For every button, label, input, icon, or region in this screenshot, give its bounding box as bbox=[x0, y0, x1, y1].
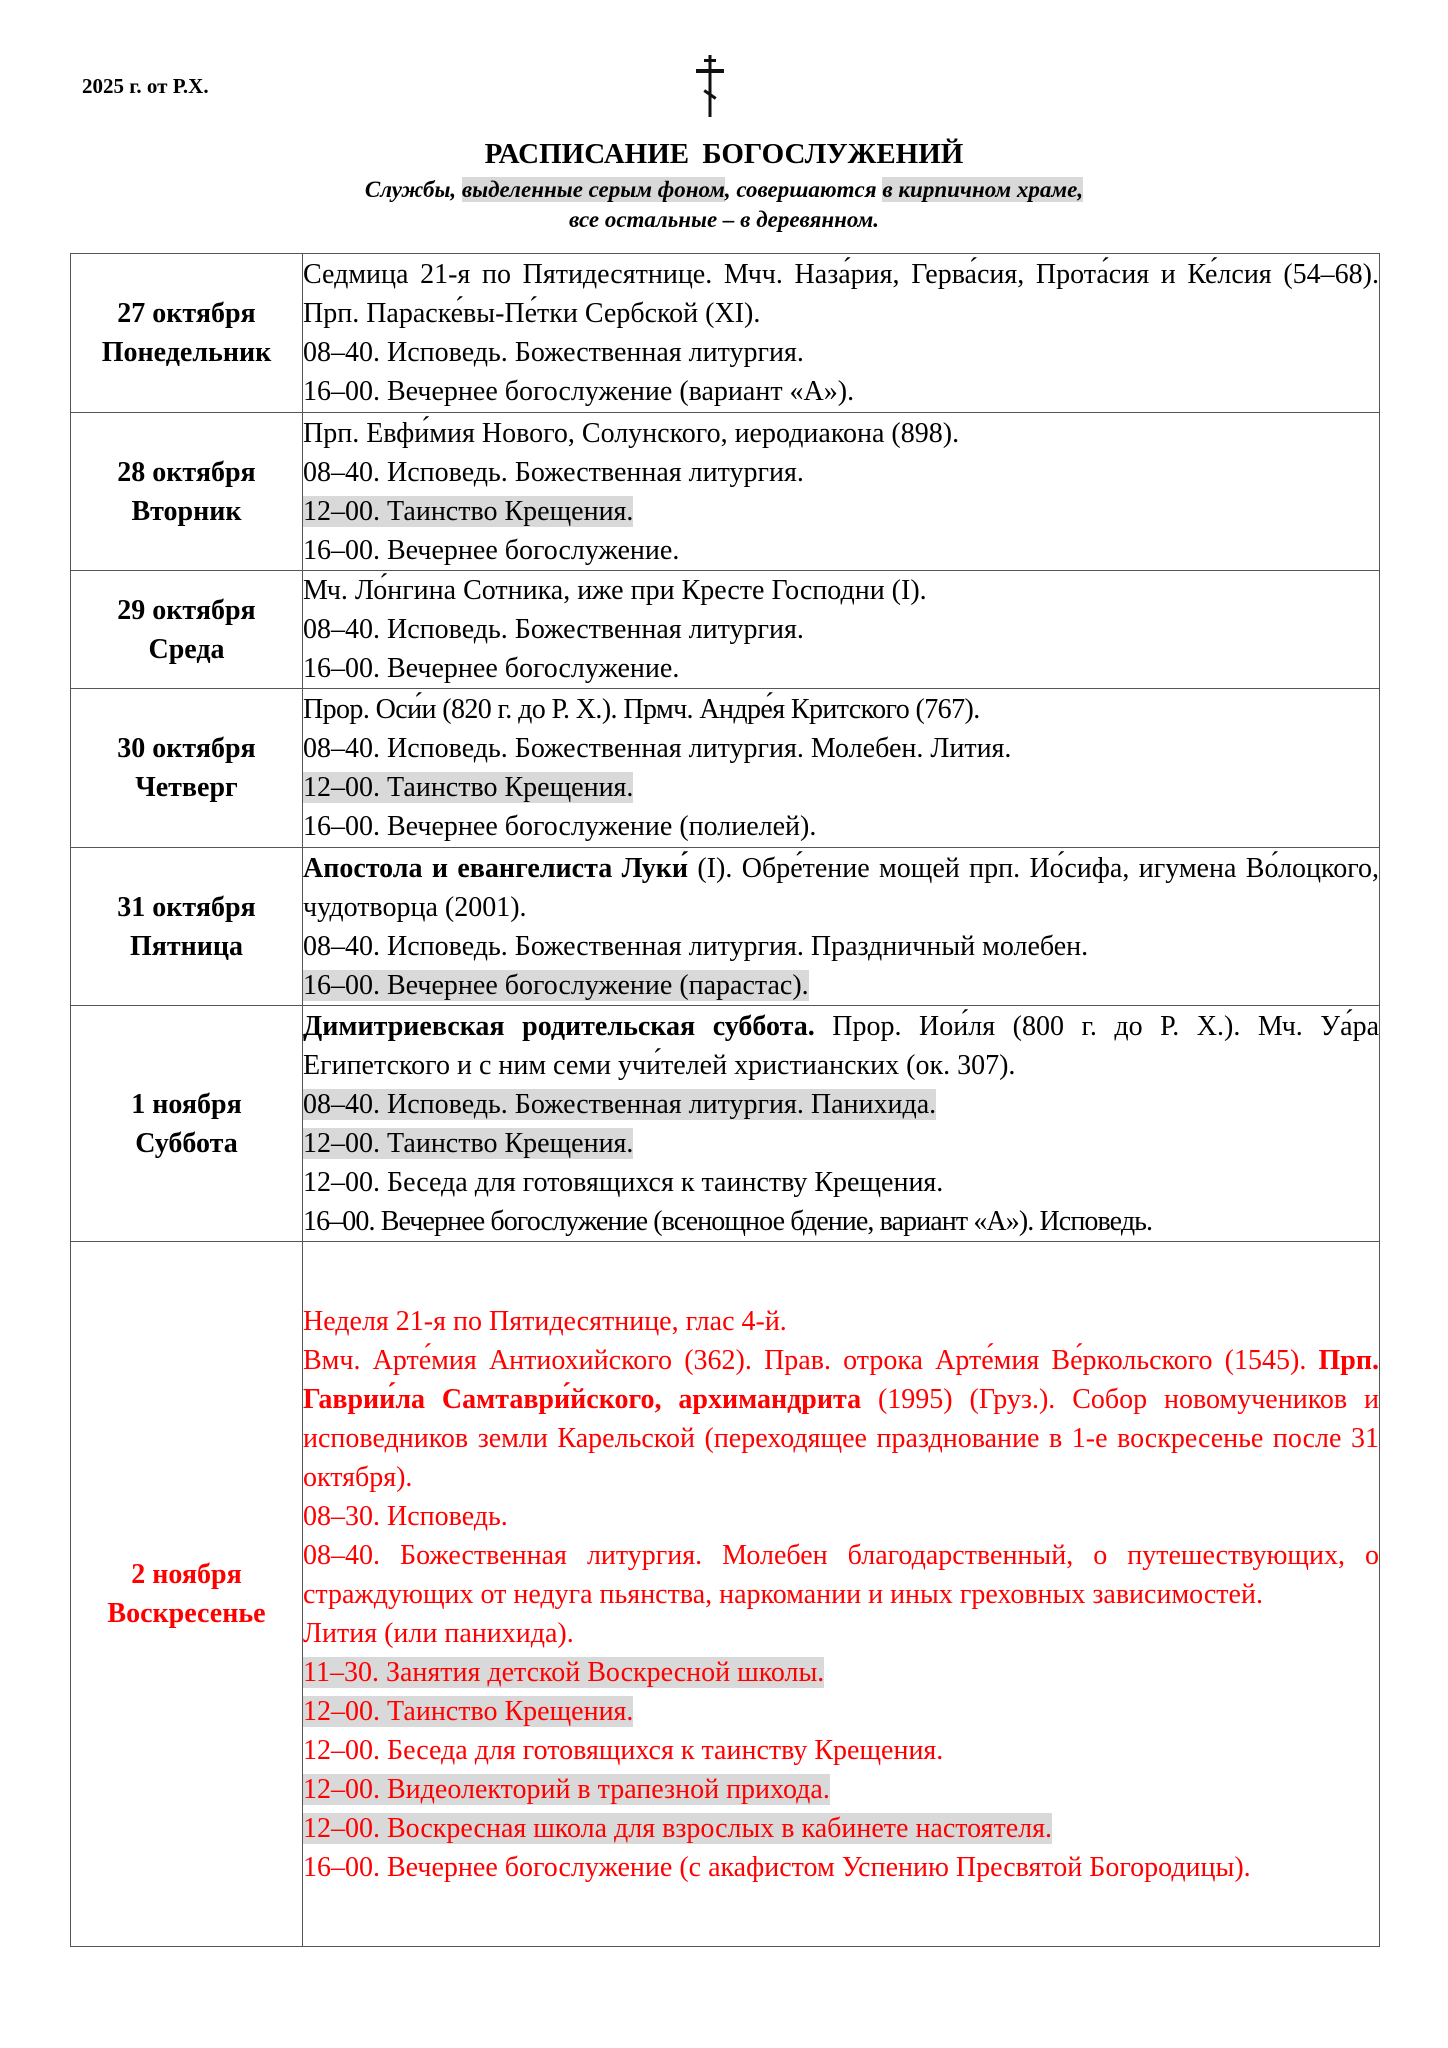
feast-bold: Апостола и евангелиста Луки́ bbox=[303, 852, 689, 884]
weekday: Понедельник bbox=[101, 337, 272, 368]
service-text: 12–00. Таинство Крещения. bbox=[303, 495, 634, 527]
service-line bbox=[303, 729, 1379, 768]
service-text: 08–40. Исповедь. Божественная литургия. Праздничный молебен. bbox=[303, 930, 1089, 962]
feast-text: Мч. Ло́нгина Сотника, иже при Кресте Господни (I). bbox=[303, 575, 927, 606]
service-text: 08–40. Исповедь. Божественная литургия. Панихида. bbox=[303, 1088, 937, 1120]
service-line-brick-church bbox=[303, 1809, 1379, 1848]
service-text: 16–00. Вечернее богослужение (с акафистом Успению Пресвятой Богородицы). bbox=[303, 1851, 1251, 1883]
service-line-brick-church bbox=[303, 966, 1379, 1005]
subtitle-text: Службы, bbox=[364, 177, 462, 202]
date: 28 октября bbox=[117, 456, 256, 488]
service-line bbox=[303, 807, 1379, 846]
subtitle-text: , совершаются bbox=[724, 177, 883, 202]
service-text: 08–30. Исповедь. bbox=[303, 1500, 508, 1532]
service-line bbox=[303, 333, 1379, 372]
feast-text: Прп. Евфи́мия Нового, Солунского, иеродиакона (898). bbox=[303, 417, 960, 449]
subtitle-gray-sample: выделенные серым фоном bbox=[461, 177, 725, 202]
service-text: 16–00. Вечернее богослужение (полиелей). bbox=[303, 811, 817, 842]
date: 30 октября bbox=[117, 733, 256, 764]
feast-rest: Прор. Иои́ля (800 г. до Р. Х.). Мч. Уа́ра Египетского и с ним семи учи́телей христианских (ок. 307). bbox=[303, 1010, 1379, 1081]
weekday: Среда bbox=[148, 633, 225, 665]
schedule-table bbox=[70, 253, 1380, 1947]
feast-bold: Димитриевская родительская суббота. bbox=[303, 1010, 815, 1042]
service-text: 16–00. Вечернее богослужение (всенощное бдение, вариант «А»). Исповедь. bbox=[303, 1205, 1153, 1237]
service-line-brick-church bbox=[303, 1770, 1379, 1809]
service-text: 11–30. Занятия детской Воскресной школы. bbox=[303, 1656, 825, 1688]
service-line bbox=[303, 927, 1379, 966]
table-row bbox=[71, 571, 1380, 689]
weekday: Воскресенье bbox=[107, 1598, 266, 1629]
date-cell bbox=[71, 689, 303, 848]
date-cell bbox=[71, 571, 303, 689]
weekday: Пятница bbox=[129, 930, 244, 962]
service-line bbox=[303, 1848, 1379, 1887]
table-row-sunday bbox=[71, 1242, 1380, 1947]
page-title: РАСПИСАНИЕ БОГОСЛУЖЕНИЙ bbox=[484, 138, 964, 170]
orthodox-cross-icon bbox=[695, 55, 725, 117]
feast-text bbox=[303, 849, 1379, 927]
service-text: 08–40. Божественная литургия. Молебен благодарственный, о путешествующих, о страждующих от недуга пьянства, наркомании и иных греховных зависимостей. bbox=[303, 1539, 1379, 1610]
feast-part1: Вмч. Арте́мия Антиохийского (362). Прав. отрока Арте́мия Ве́ркольского (1545). bbox=[303, 1344, 1319, 1376]
services-cell bbox=[303, 571, 1380, 689]
service-text: 16–00. Вечернее богослужение. bbox=[303, 653, 680, 684]
date: 1 ноября bbox=[131, 1088, 242, 1120]
service-line-brick-church bbox=[303, 492, 1379, 531]
service-line bbox=[303, 531, 1379, 570]
feast-part2: (1995) (Груз.). Собор новомучеников и исповедников земли Карельской (переходящее празднование в 1-е воскресенье после 31 октября). bbox=[303, 1383, 1379, 1493]
services-cell bbox=[303, 1006, 1380, 1242]
services-cell bbox=[303, 848, 1380, 1006]
service-line bbox=[303, 1614, 1379, 1653]
service-text: 12–00. Таинство Крещения. bbox=[303, 772, 634, 803]
service-line-brick-church bbox=[303, 1692, 1379, 1731]
date-cell bbox=[71, 1006, 303, 1242]
service-line bbox=[303, 1536, 1379, 1614]
subtitle-line2: все остальные – в деревянном. bbox=[568, 207, 880, 232]
feast-text: Прор. Оси́и (820 г. до Р. Х.). Прмч. Андре́я Критского (767). bbox=[303, 694, 980, 725]
table-row bbox=[71, 413, 1380, 571]
date: 2 ноября bbox=[131, 1559, 242, 1590]
service-text: 16–00. Вечернее богослужение. bbox=[303, 534, 680, 566]
service-text: 08–40. Исповедь. Божественная литургия. bbox=[303, 456, 804, 488]
service-text: 08–40. Исповедь. Божественная литургия. Молебен. Лития. bbox=[303, 733, 1012, 764]
weekday: Вторник bbox=[131, 495, 242, 527]
services-cell bbox=[303, 1242, 1380, 1947]
date: 31 октября bbox=[117, 891, 256, 923]
table-row bbox=[71, 1006, 1380, 1242]
date: 27 октября bbox=[117, 298, 256, 329]
service-line bbox=[303, 649, 1379, 688]
service-text: 16–00. Вечернее богослужение (вариант «А»). bbox=[303, 376, 855, 407]
service-line bbox=[303, 1202, 1379, 1241]
feast-text: Седмица 21-я по Пятидесятнице. Мчч. Наза́рия, Герва́сия, Прота́сия и Ке́лсия (54–68). Прп. Параске́вы-Пе́тки Сербской (XI). bbox=[303, 259, 1379, 329]
service-line bbox=[303, 1731, 1379, 1770]
service-text: 08–40. Исповедь. Божественная литургия. bbox=[303, 337, 804, 368]
service-text: 16–00. Вечернее богослужение (парастас). bbox=[303, 969, 809, 1001]
service-line-brick-church bbox=[303, 1124, 1379, 1163]
feast-bold: Прп. Гаврии́ла Самтаври́йского, архимандрита bbox=[303, 1344, 1379, 1415]
weekday: Четверг bbox=[135, 772, 238, 803]
date-cell bbox=[71, 848, 303, 1006]
table-row bbox=[71, 254, 1380, 413]
service-line-brick-church bbox=[303, 1653, 1379, 1692]
date-cell bbox=[71, 254, 303, 413]
service-text: 12–00. Таинство Крещения. bbox=[303, 1695, 634, 1727]
service-text: 12–00. Таинство Крещения. bbox=[303, 1127, 634, 1159]
service-line bbox=[303, 1497, 1379, 1536]
service-line-brick-church bbox=[303, 768, 1379, 807]
service-line bbox=[303, 1163, 1379, 1202]
service-line-brick-church bbox=[303, 1085, 1379, 1124]
service-text: Лития (или панихида). bbox=[303, 1617, 574, 1649]
subtitle-brick-church: в кирпичном храме, bbox=[882, 177, 1084, 202]
feast-rest: (I). Обре́тение мощей прп. Ио́сифа, игумена Во́лоцкого, чудотворца (2001). bbox=[303, 852, 1379, 923]
date: 29 октября bbox=[117, 594, 256, 626]
service-line bbox=[303, 372, 1379, 411]
service-text: 12–00. Видеолекторий в трапезной прихода. bbox=[303, 1773, 830, 1805]
service-text: 08–40. Исповедь. Божественная литургия. bbox=[303, 614, 804, 645]
date-cell bbox=[71, 413, 303, 571]
year-label: 2025 г. от Р.Х. bbox=[82, 74, 209, 98]
services-cell bbox=[303, 689, 1380, 848]
table-row bbox=[71, 848, 1380, 1006]
service-line bbox=[303, 453, 1379, 492]
services-cell bbox=[303, 254, 1380, 413]
date-cell bbox=[71, 1242, 303, 1947]
weekday: Суббота bbox=[135, 1127, 238, 1159]
service-text: 12–00. Беседа для готовящихся к таинству Крещения. bbox=[303, 1734, 944, 1766]
services-cell bbox=[303, 413, 1380, 571]
table-row bbox=[71, 689, 1380, 848]
feast-text bbox=[303, 1007, 1379, 1085]
feast-text bbox=[303, 1341, 1379, 1497]
service-line bbox=[303, 610, 1379, 649]
feast-title: Неделя 21-я по Пятидесятнице, глас 4-й. bbox=[303, 1305, 787, 1337]
subtitle-legend bbox=[0, 175, 1448, 205]
service-text: 12–00. Воскресная школа для взрослых в кабинете настоятеля. bbox=[303, 1812, 1053, 1844]
service-text: 12–00. Беседа для готовящихся к таинству Крещения. bbox=[303, 1166, 944, 1198]
